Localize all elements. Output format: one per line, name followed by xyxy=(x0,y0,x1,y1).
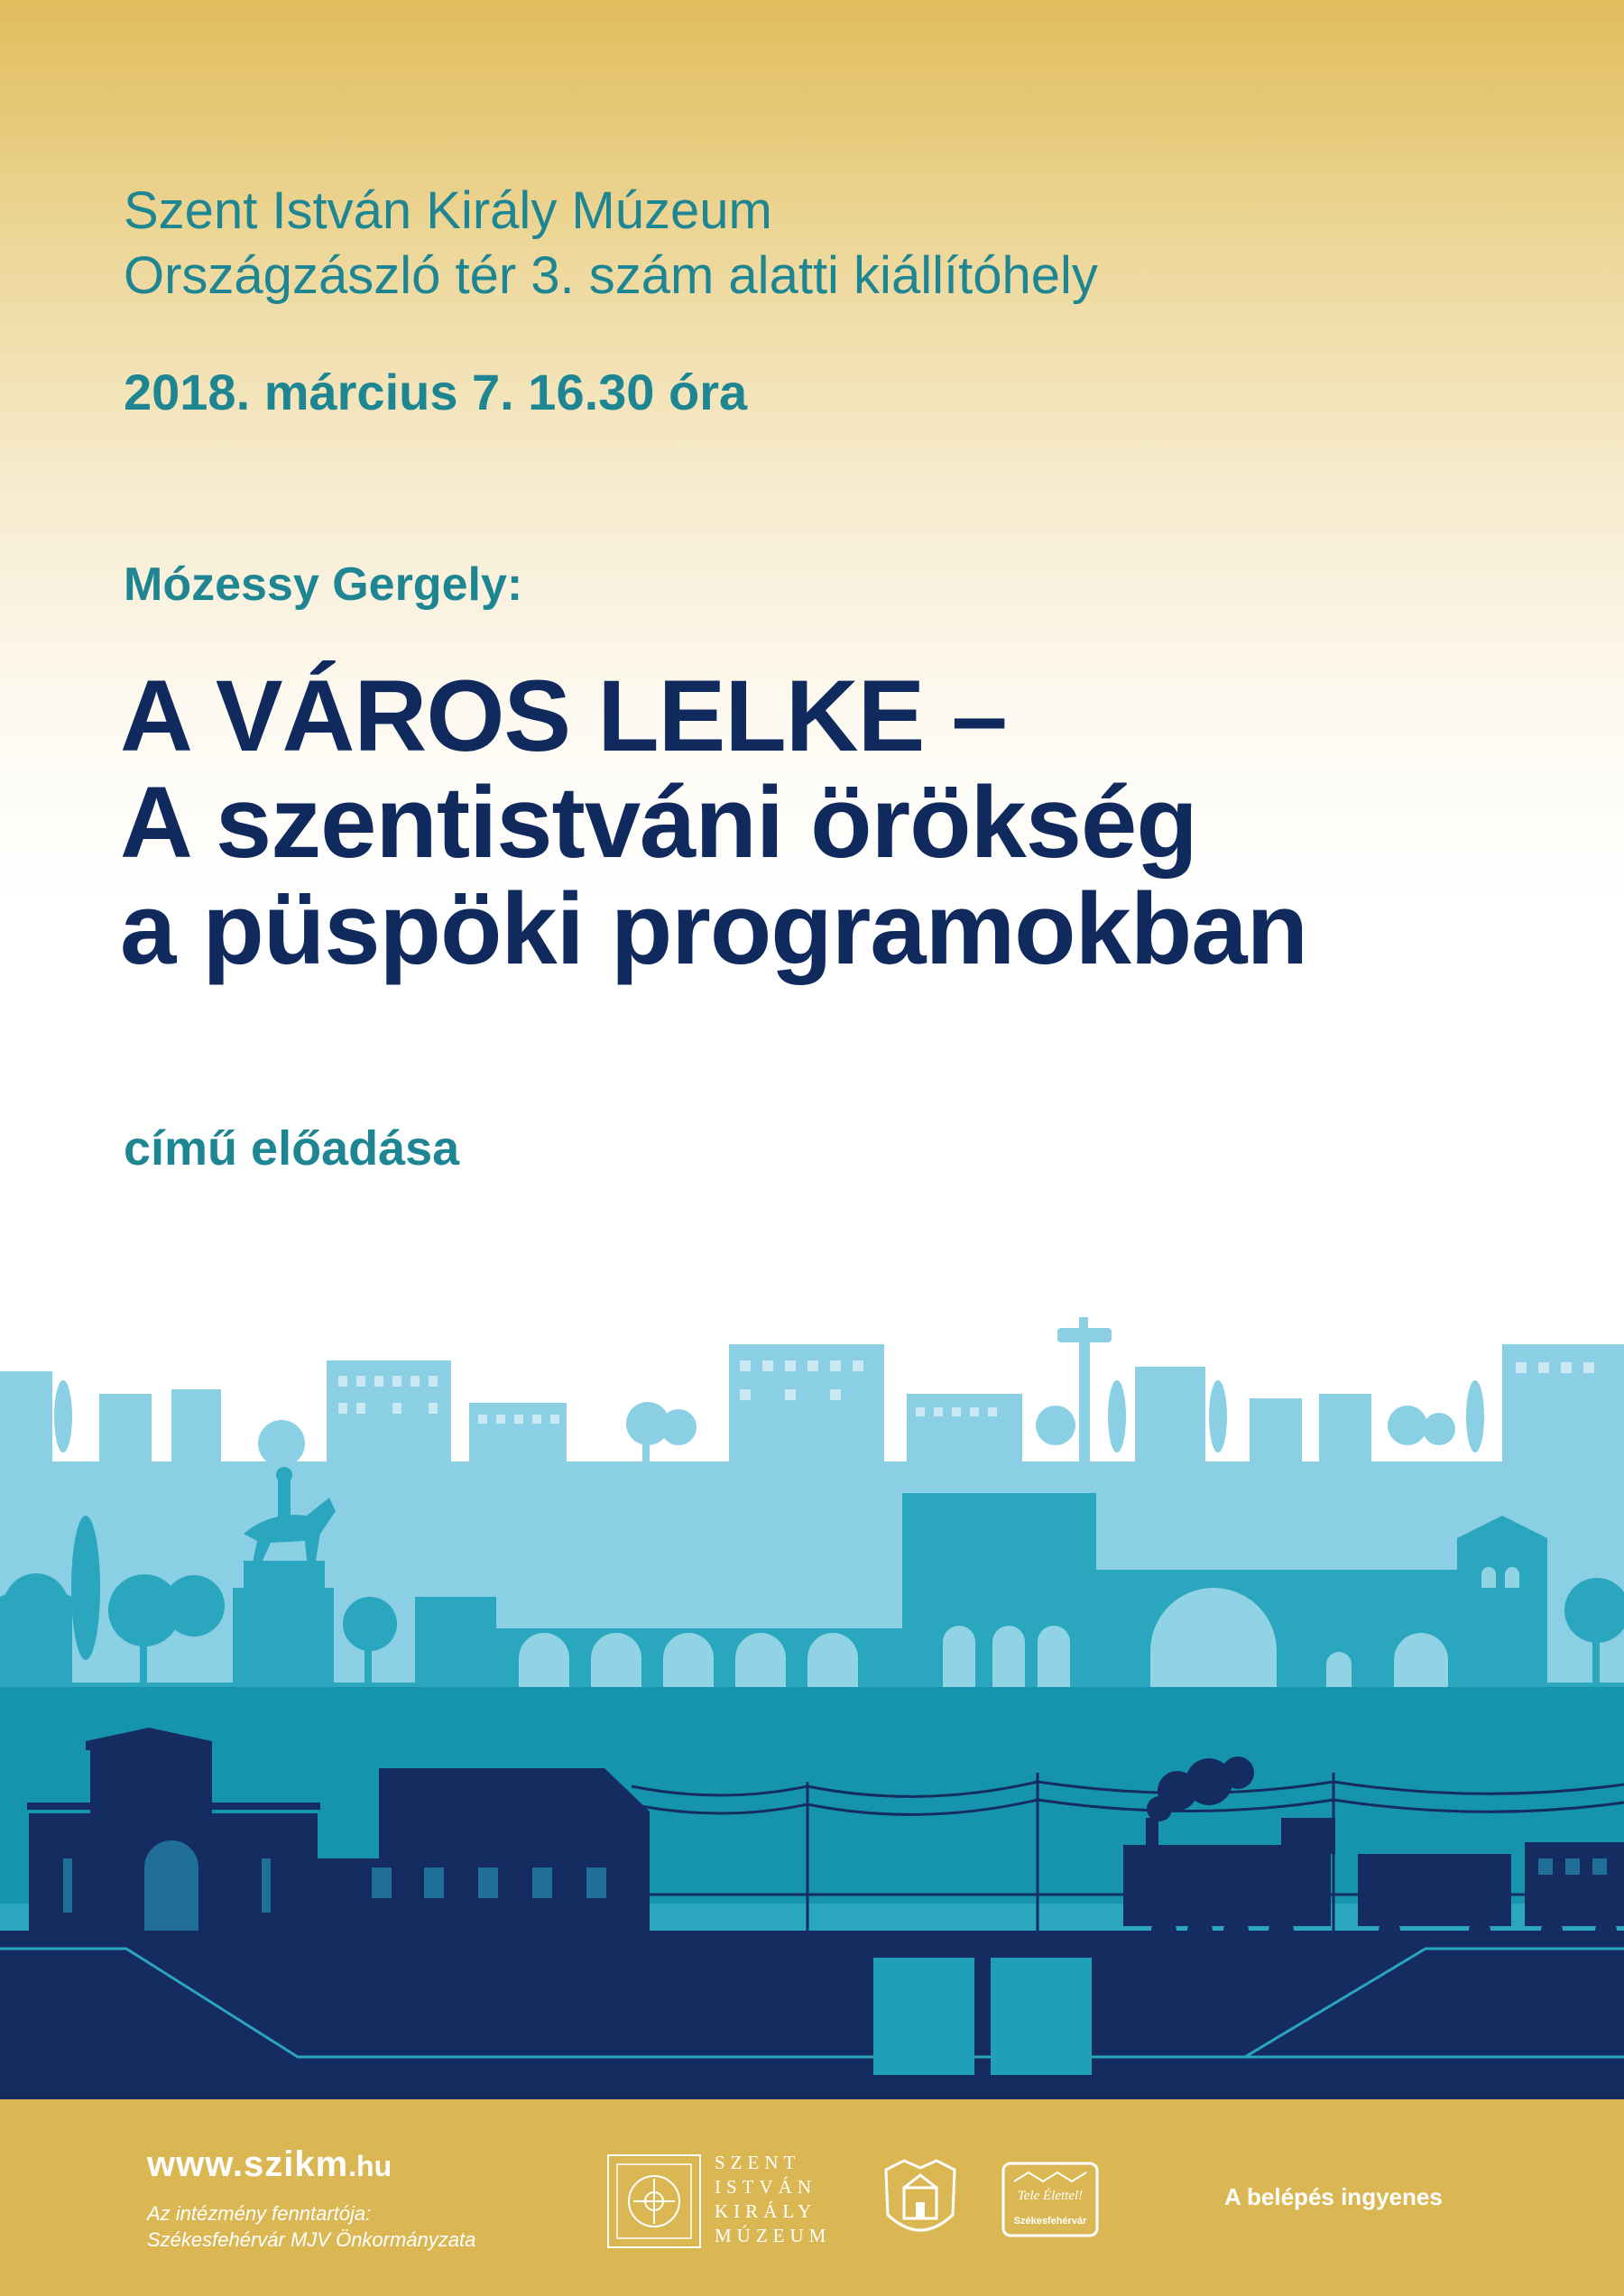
maintainer-note xyxy=(147,2200,475,2253)
museum-logo-line: KIRÁLY xyxy=(715,2200,817,2222)
venue-address: Országzászló tér 3. szám alatti kiállítóhely xyxy=(124,246,1098,305)
museum-logo-icon xyxy=(606,2153,702,2249)
water-tower-icon xyxy=(1057,1317,1112,1478)
museum-logo-line: ISTVÁN xyxy=(715,2176,817,2198)
event-datetime: 2018. március 7. 16.30 óra xyxy=(124,364,748,420)
tele-logo-text: Tele Élettel! xyxy=(1017,2189,1084,2203)
free-entry-note: A belépés ingyenes xyxy=(1224,2183,1443,2210)
lecturer-name: Mózessy Gergely: xyxy=(124,558,523,611)
title-line-3: a püspöki programokban xyxy=(120,872,1307,985)
museum-logo-line: MÚZEUM xyxy=(715,2225,832,2246)
website-tld: .hu xyxy=(348,2150,392,2182)
lecture-subtitle: című előadása xyxy=(124,1121,460,1176)
title-line-1: A VÁROS LELKE – xyxy=(120,659,1007,772)
venue-block xyxy=(124,179,1098,309)
tele-logo-city: Székesfehérvár xyxy=(1013,2216,1087,2227)
city-skyline-illustration xyxy=(0,1317,1624,2099)
maintainer-line-2: Székesfehérvár MJV Önkormányzata xyxy=(147,2228,476,2251)
website-main: www.szikm xyxy=(147,2144,349,2184)
museum-name: Szent István Király Múzeum xyxy=(124,181,772,240)
lecture-title xyxy=(120,659,1307,985)
city-crest-icon xyxy=(877,2152,964,2247)
museum-logo-text xyxy=(715,2151,831,2248)
title-line-2: A szentistváni örökség xyxy=(120,766,1197,879)
tele-elettel-logo xyxy=(1001,2162,1099,2237)
maintainer-line-1: Az intézmény fenntartója: xyxy=(147,2202,372,2225)
website-link[interactable] xyxy=(147,2144,392,2185)
museum-logo-line: SZENT xyxy=(715,2152,801,2173)
footer-bar xyxy=(0,2099,1624,2296)
ground-underpass xyxy=(0,1931,1624,2099)
